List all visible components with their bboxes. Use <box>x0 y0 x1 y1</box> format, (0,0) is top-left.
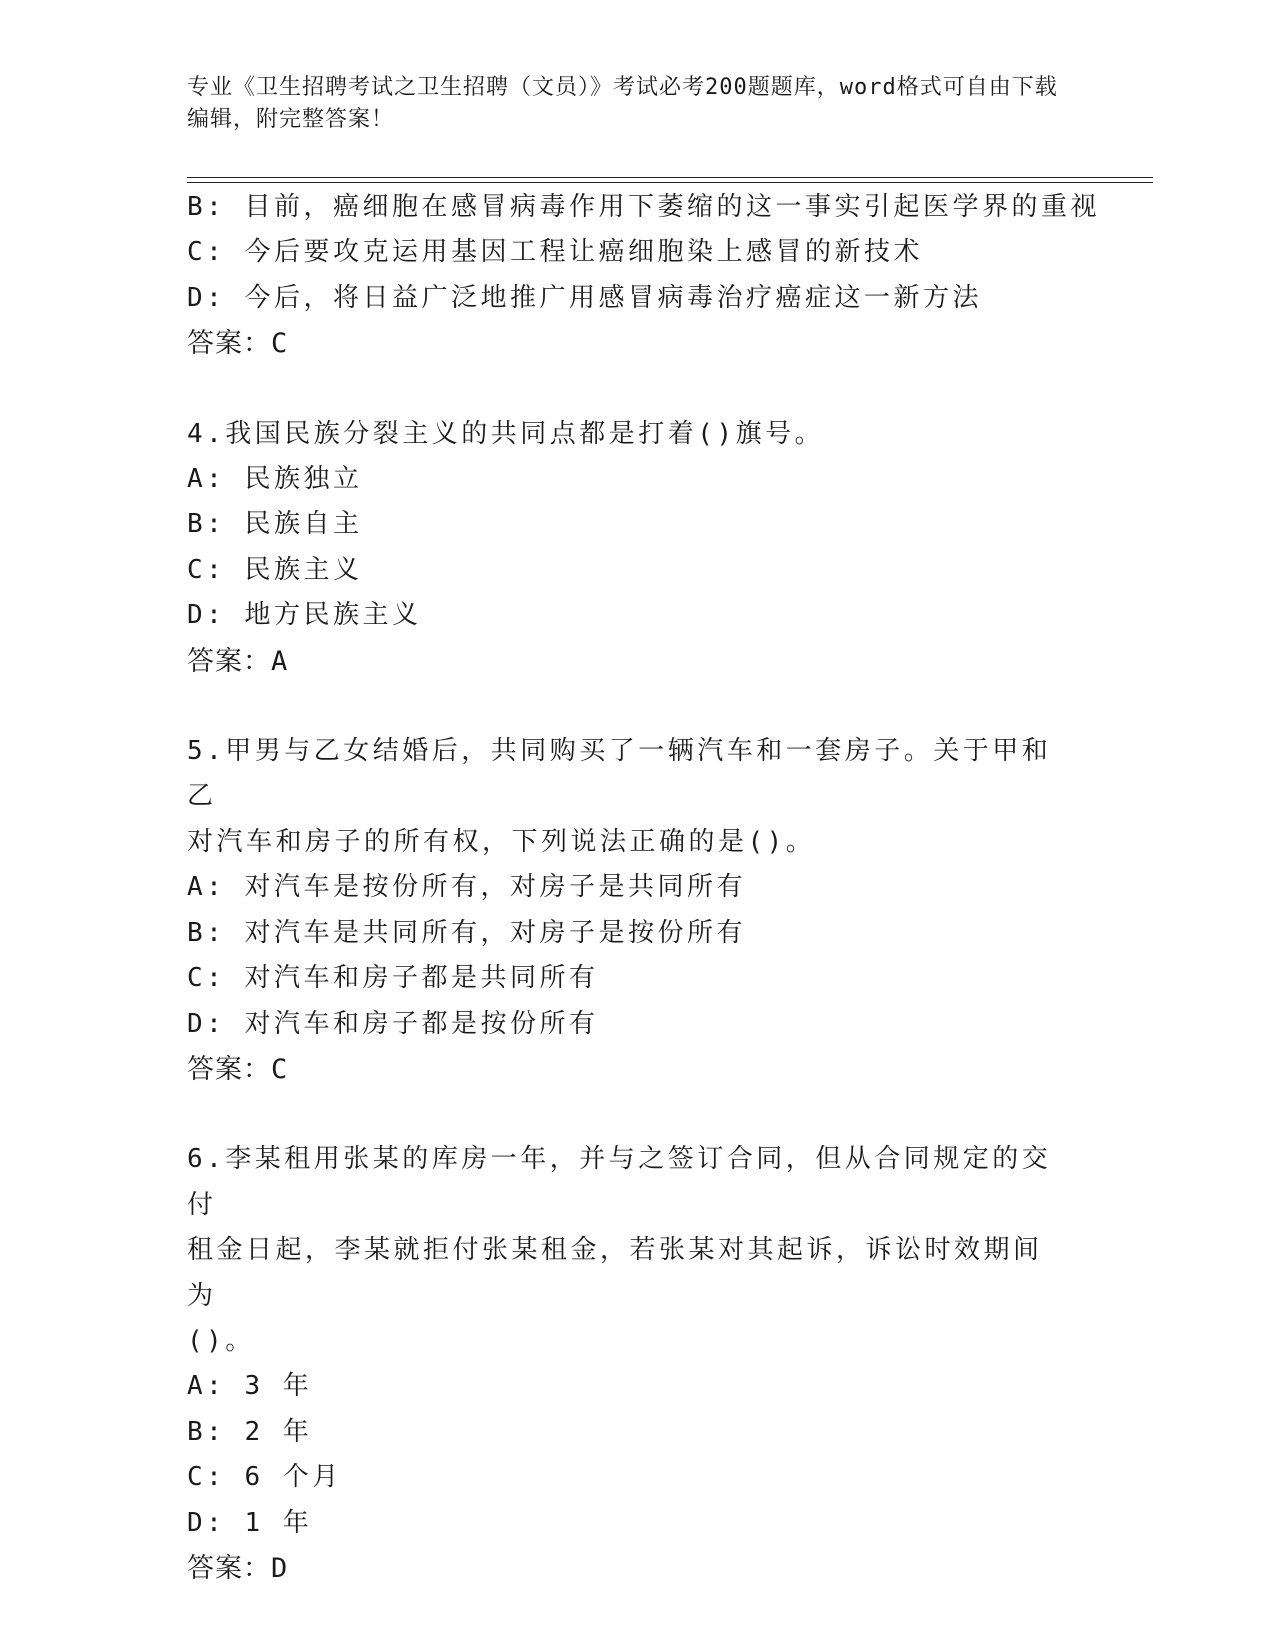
question-4 <box>187 412 1067 684</box>
option-b: B: 民族自主 <box>187 509 363 540</box>
option-d: D: 地方民族主义 <box>187 600 422 631</box>
question-3-continued <box>187 185 1100 367</box>
option-a: A: 对汽车是按份所有，对房子是共同所有 <box>187 872 746 903</box>
option-d: D: 1 年 <box>187 1507 313 1538</box>
option-c: C: 6 个月 <box>187 1462 342 1493</box>
question-stem: 4.我国民族分裂主义的共同点都是打着()旗号。 <box>187 418 825 449</box>
option-b: B: 目前，癌细胞在感冒病毒作用下萎缩的这一事实引起医学界的重视 <box>187 192 1100 222</box>
option-c: C: 民族主义 <box>187 554 363 585</box>
option-c: C: 对汽车和房子都是共同所有 <box>187 963 599 994</box>
option-b: B: 对汽车是共同所有，对房子是按份所有 <box>187 917 746 948</box>
header-rule-top <box>187 177 1153 178</box>
option-b: B: 2 年 <box>187 1416 313 1447</box>
question-stem: ()。 <box>187 1325 255 1356</box>
answer-line: 答案：D <box>187 1552 289 1584</box>
option-a: A: 3 年 <box>187 1371 313 1402</box>
answer-line: 答案：A <box>187 645 289 677</box>
question-6 <box>187 1137 1067 1591</box>
question-stem: 租金日起，李某就拒付张某租金，若张某对其起诉，诉讼时效期间为 <box>187 1235 1043 1311</box>
answer-line: 答案：C <box>187 1053 289 1085</box>
question-stem: 对汽车和房子的所有权，下列说法正确的是()。 <box>187 826 816 857</box>
question-list <box>187 185 1100 1591</box>
header-rule-bottom <box>187 182 1153 183</box>
question-5 <box>187 729 1067 1092</box>
answer-line: 答案：C <box>187 328 289 360</box>
option-a: A: 民族独立 <box>187 464 363 495</box>
question-stem: 5.甲男与乙女结婚后，共同购买了一辆汽车和一套房子。关于甲和乙 <box>187 736 1052 812</box>
option-d: D: 对汽车和房子都是按份所有 <box>187 1008 599 1039</box>
question-stem: 6.李某租用张某的库房一年，并与之签订合同，但从合同规定的交付 <box>187 1144 1052 1220</box>
option-c: C: 今后要攻克运用基因工程让癌细胞染上感冒的新技术 <box>187 237 923 268</box>
option-d: D: 今后，将日益广泛地推广用感冒病毒治疗癌症这一新方法 <box>187 282 982 313</box>
document-header: 专业《卫生招聘考试之卫生招聘（文员）》考试必考200题题库，word格式可自由下载编辑，附完整答案！ <box>187 75 1058 132</box>
